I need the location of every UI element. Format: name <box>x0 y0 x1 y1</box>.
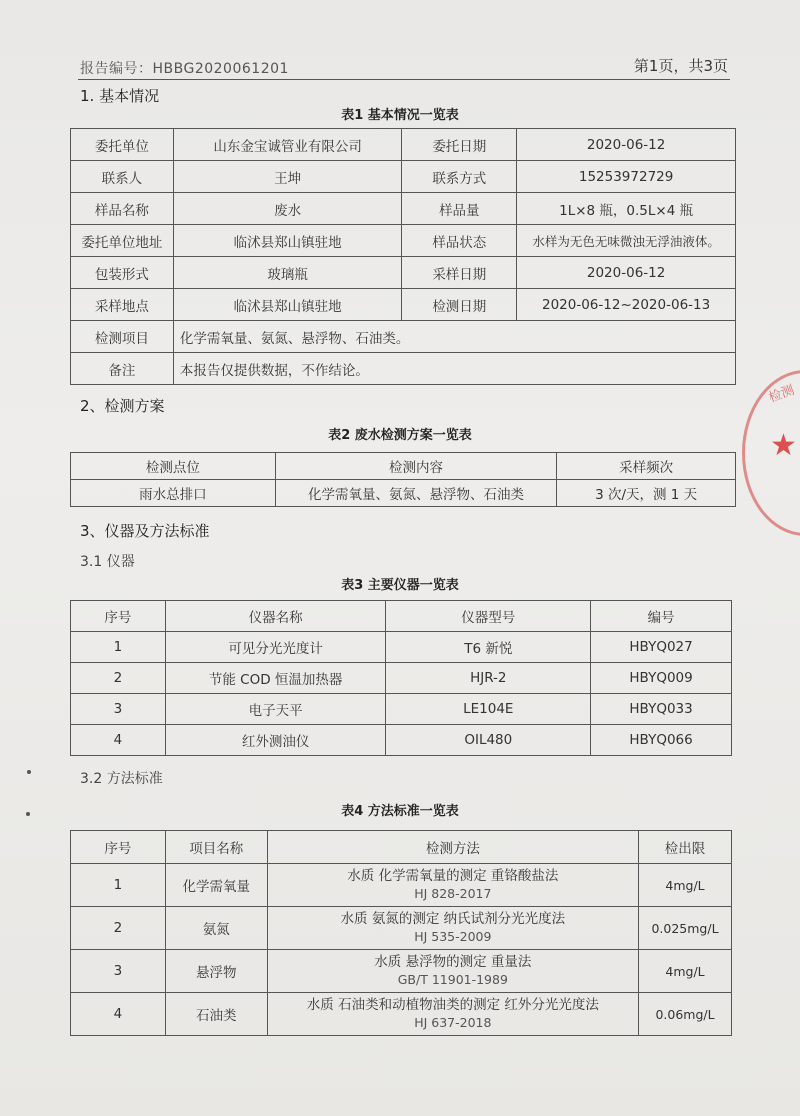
cell-value: 废水 <box>173 193 402 225</box>
column-header: 检测点位 <box>71 453 276 480</box>
cell-label: 检测日期 <box>402 289 517 321</box>
table-row <box>71 193 736 225</box>
cell-value: 1 <box>71 864 166 907</box>
punch-mark <box>26 812 30 816</box>
method-cell <box>267 907 638 950</box>
cell-value: HJR-2 <box>386 663 591 694</box>
column-header: 检测内容 <box>275 453 557 480</box>
section-1-title: 1. 基本情况 <box>80 87 160 105</box>
cell-value: 水样为无色无味微浊无浮油液体。 <box>517 225 736 257</box>
column-header: 检测方法 <box>267 831 638 864</box>
cell-value: 1 <box>71 632 166 663</box>
cell-value: HBYQ009 <box>591 663 732 694</box>
table-header-row <box>71 453 736 480</box>
detection-limit: 0.06mg/L <box>639 993 732 1036</box>
method-cell <box>267 950 638 993</box>
cell-value: 玻璃瓶 <box>173 257 402 289</box>
cell-value: OIL480 <box>386 725 591 756</box>
cell-value: LE104E <box>386 694 591 725</box>
cell-label: 样品量 <box>402 193 517 225</box>
method-standard-code: GB/T 11901-1989 <box>397 972 508 987</box>
test-plan-table <box>70 452 736 507</box>
column-header: 编号 <box>591 601 732 632</box>
method-standard-code: HJ 637-2018 <box>414 1015 492 1030</box>
cell-value: 悬浮物 <box>165 950 267 993</box>
method-name: 水质 悬浮物的测定 重量法 <box>374 954 532 970</box>
cell-value: HBYQ033 <box>591 694 732 725</box>
cell-value: 节能 COD 恒温加热器 <box>165 663 386 694</box>
subsection-3-2-title: 3.2 方法标准 <box>80 771 163 787</box>
report-number: 报告编号：HBBG2020061201 <box>80 61 289 77</box>
table-4-caption: 表4 方法标准一览表 <box>341 804 459 819</box>
cell-value: 石油类 <box>165 993 267 1036</box>
table-1-caption: 表1 基本情况一览表 <box>341 108 459 123</box>
remark-value: 本报告仅提供数据，不作结论。 <box>173 353 735 385</box>
table-row <box>71 161 736 193</box>
table-row <box>71 289 736 321</box>
column-header: 仪器名称 <box>165 601 386 632</box>
cell-value: 2 <box>71 663 166 694</box>
table-row <box>71 993 732 1036</box>
seal-star-icon: ★ <box>770 428 797 463</box>
detection-limit: 4mg/L <box>639 864 732 907</box>
cell-label: 采样地点 <box>71 289 174 321</box>
table-row <box>71 257 736 289</box>
cell-label: 委托单位 <box>71 129 174 161</box>
table-row <box>71 632 732 663</box>
table-header-row <box>71 601 732 632</box>
cell-value: 电子天平 <box>165 694 386 725</box>
table-row <box>71 864 732 907</box>
table-row <box>71 480 736 507</box>
cell-value: 化学需氧量、氨氮、悬浮物、石油类 <box>275 480 557 507</box>
detection-limit: 4mg/L <box>639 950 732 993</box>
instrument-table <box>70 600 732 756</box>
method-name: 水质 石油类和动植物油类的测定 红外分光光度法 <box>306 997 599 1013</box>
cell-label: 采样日期 <box>402 257 517 289</box>
header-divider <box>78 79 730 80</box>
cell-value: 3 <box>71 950 166 993</box>
table-row <box>71 663 732 694</box>
method-standard-table <box>70 830 732 1036</box>
cell-value: T6 新悦 <box>386 632 591 663</box>
cell-value: 临沭县郑山镇驻地 <box>173 225 402 257</box>
cell-value: 3 次/天，测 1 天 <box>557 480 736 507</box>
cell-value: 王坤 <box>173 161 402 193</box>
column-header: 序号 <box>71 831 166 864</box>
column-header: 序号 <box>71 601 166 632</box>
table-row <box>71 694 732 725</box>
cell-value: 化学需氧量 <box>165 864 267 907</box>
method-name: 水质 化学需氧量的测定 重铬酸盐法 <box>347 868 559 884</box>
method-cell <box>267 993 638 1036</box>
page-indicator: 第1页，共3页 <box>633 57 728 75</box>
table-3-caption: 表3 主要仪器一览表 <box>341 578 459 593</box>
cell-value: 2 <box>71 907 166 950</box>
cell-value: 氨氮 <box>165 907 267 950</box>
basic-info-table <box>70 128 736 385</box>
section-2-title: 2、检测方案 <box>80 397 165 415</box>
cell-value: 2020-06-12~2020-06-13 <box>517 289 736 321</box>
cell-label: 委托日期 <box>402 129 517 161</box>
table-row <box>71 129 736 161</box>
punch-mark <box>27 770 31 774</box>
method-name: 水质 氨氮的测定 纳氏试剂分光光度法 <box>340 911 566 927</box>
section-3-title: 3、仪器及方法标准 <box>80 522 210 540</box>
seal-text: 检测 <box>766 382 797 406</box>
table-row <box>71 950 732 993</box>
cell-value: 3 <box>71 694 166 725</box>
cell-label: 联系人 <box>71 161 174 193</box>
cell-label: 备注 <box>71 353 174 385</box>
table-row <box>71 225 736 257</box>
subsection-3-1-title: 3.1 仪器 <box>80 554 135 570</box>
method-standard-code: HJ 535-2009 <box>414 929 492 944</box>
table-header-row <box>71 831 732 864</box>
cell-label: 联系方式 <box>402 161 517 193</box>
table-row <box>71 353 736 385</box>
cell-value: 15253972729 <box>517 161 736 193</box>
cell-label: 样品状态 <box>402 225 517 257</box>
table-row <box>71 907 732 950</box>
detection-limit: 0.025mg/L <box>639 907 732 950</box>
column-header: 项目名称 <box>165 831 267 864</box>
cell-label: 检测项目 <box>71 321 174 353</box>
table-row <box>71 725 732 756</box>
cell-value: 临沭县郑山镇驻地 <box>173 289 402 321</box>
cell-value: 1L×8 瓶，0.5L×4 瓶 <box>517 193 736 225</box>
cell-label: 样品名称 <box>71 193 174 225</box>
cell-label: 包装形式 <box>71 257 174 289</box>
cell-value: 雨水总排口 <box>71 480 276 507</box>
method-standard-code: HJ 828-2017 <box>414 886 492 901</box>
cell-value: HBYQ066 <box>591 725 732 756</box>
method-cell <box>267 864 638 907</box>
cell-label: 委托单位地址 <box>71 225 174 257</box>
test-items-value: 化学需氧量、氨氮、悬浮物、石油类。 <box>173 321 735 353</box>
cell-value: 4 <box>71 993 166 1036</box>
cell-value: 2020-06-12 <box>517 257 736 289</box>
cell-value: 2020-06-12 <box>517 129 736 161</box>
column-header: 采样频次 <box>557 453 736 480</box>
column-header: 仪器型号 <box>386 601 591 632</box>
cell-value: 红外测油仪 <box>165 725 386 756</box>
table-2-caption: 表2 废水检测方案一览表 <box>328 428 472 443</box>
cell-value: HBYQ027 <box>591 632 732 663</box>
cell-value: 山东金宝诚管业有限公司 <box>173 129 402 161</box>
cell-value: 4 <box>71 725 166 756</box>
cell-value: 可见分光光度计 <box>165 632 386 663</box>
table-row <box>71 321 736 353</box>
column-header: 检出限 <box>639 831 732 864</box>
